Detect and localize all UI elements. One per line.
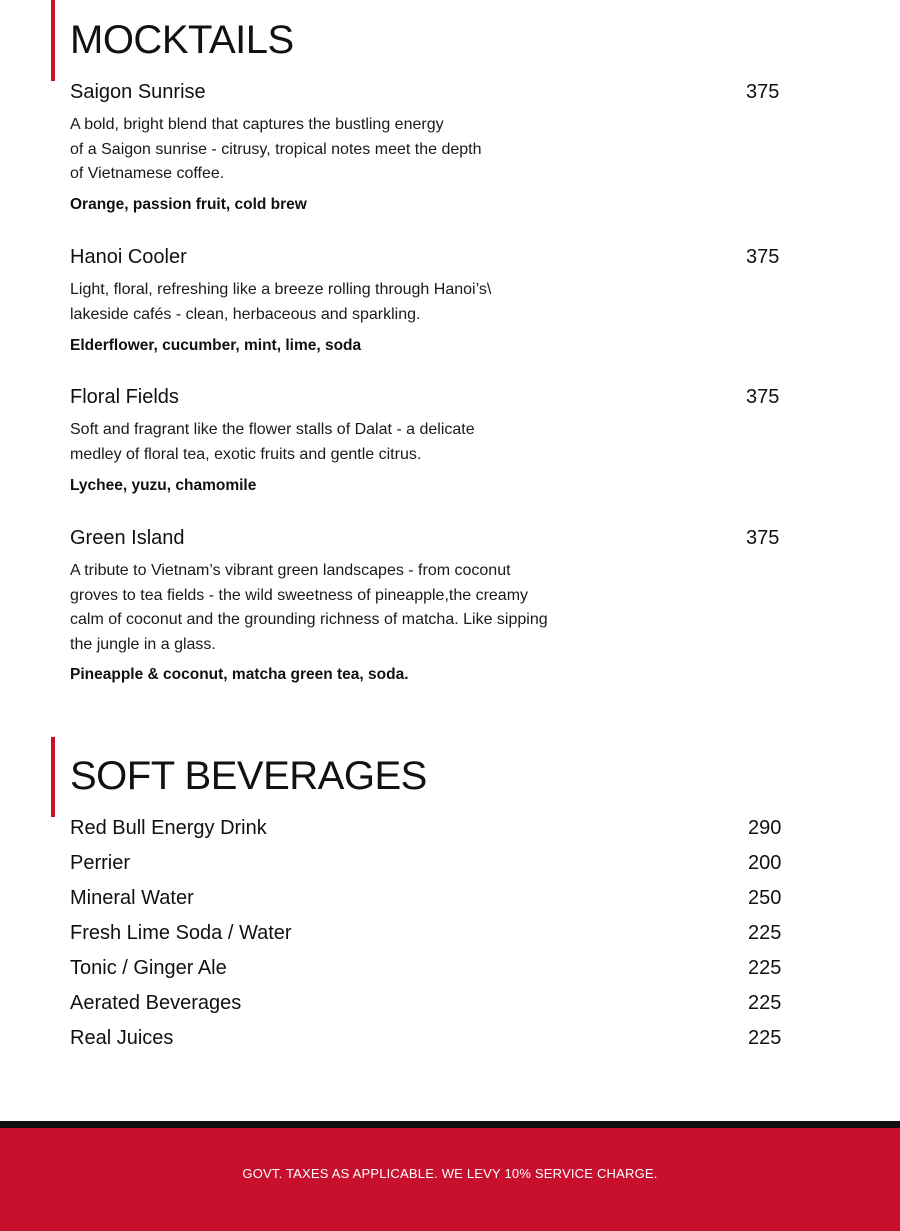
beverage-price: 225 xyxy=(748,1027,782,1049)
item-name: Green Island xyxy=(70,527,185,549)
description-line: A tribute to Vietnam’s vibrant green landscapes - from coconut xyxy=(70,562,511,579)
menu-item-saigon-sunrise xyxy=(70,80,850,220)
description-line: the jungle in a glass. xyxy=(70,635,216,653)
beverage-name: Real Juices xyxy=(70,1027,174,1049)
beverage-price: 225 xyxy=(748,922,782,944)
menu-item-floral-fields xyxy=(70,385,850,500)
description-line: of a Saigon sunrise - citrusy, tropical notes meet the depth xyxy=(70,140,482,158)
beverage-price: 290 xyxy=(748,817,782,839)
beverage-name: Aerated Beverages xyxy=(70,992,242,1014)
item-ingredients: Orange, passion fruit, cold brew xyxy=(70,196,307,213)
beverage-price: 225 xyxy=(748,957,782,979)
item-ingredients: Lychee, yuzu, chamomile xyxy=(70,477,257,494)
beverage-row xyxy=(70,850,790,878)
item-price: 375 xyxy=(746,527,780,549)
menu-item-hanoi-cooler xyxy=(70,245,850,360)
item-price: 375 xyxy=(746,386,780,408)
item-description xyxy=(70,559,640,657)
beverage-row xyxy=(70,990,790,1018)
beverage-price: 200 xyxy=(748,852,782,874)
beverage-row xyxy=(70,885,790,913)
beverage-price: 225 xyxy=(748,992,782,1014)
description-line: Soft and fragrant like the flower stalls of Dalat - a delicate xyxy=(70,421,475,438)
description-line: Light, floral, refreshing like a breeze rolling through Hanoi’s\ xyxy=(70,281,492,298)
item-price: 375 xyxy=(746,81,780,103)
beverage-name: Mineral Water xyxy=(70,887,194,909)
description-line: medley of floral tea, exotic fruits and gentle citrus. xyxy=(70,445,422,463)
description-line: calm of coconut and the grounding richness of matcha. Like sipping xyxy=(70,611,548,628)
description-line: groves to tea fields - the wild sweetness of pineapple,the creamy xyxy=(70,586,529,604)
item-name: Floral Fields xyxy=(70,386,179,408)
item-name: Saigon Sunrise xyxy=(70,81,206,103)
beverage-name: Red Bull Energy Drink xyxy=(70,817,267,839)
item-description xyxy=(70,113,640,187)
mocktails-heading: MOCKTAILS xyxy=(70,18,294,62)
item-price: 375 xyxy=(746,246,780,268)
description-line: A bold, bright blend that captures the bustling energy xyxy=(70,116,444,133)
item-ingredients: Pineapple & coconut, matcha green tea, soda. xyxy=(70,666,409,683)
footer-tax-note: GOVT. TAXES AS APPLICABLE. WE LEVY 10% SERVICE CHARGE. xyxy=(242,1166,658,1181)
description-line: of Vietnamese coffee. xyxy=(70,165,225,182)
beverage-row xyxy=(70,1025,790,1053)
mocktails-accent-bar xyxy=(51,0,55,81)
soft-beverages-heading: SOFT BEVERAGES xyxy=(70,754,427,798)
beverage-price: 250 xyxy=(748,887,782,909)
footer-banner xyxy=(0,1128,900,1231)
beverage-name: Perrier xyxy=(70,852,131,874)
item-description xyxy=(70,418,640,467)
item-name: Hanoi Cooler xyxy=(70,246,187,268)
beverage-name: Fresh Lime Soda / Water xyxy=(70,922,292,944)
beverage-name: Tonic / Ginger Ale xyxy=(70,957,227,979)
beverage-row xyxy=(70,920,790,948)
beverage-row xyxy=(70,815,790,843)
footer-divider xyxy=(0,1121,900,1128)
item-ingredients: Elderflower, cucumber, mint, lime, soda xyxy=(70,337,362,354)
description-line: lakeside cafés - clean, herbaceous and sparkling. xyxy=(70,305,421,323)
menu-item-green-island xyxy=(70,526,850,691)
item-description xyxy=(70,278,640,327)
beverage-row xyxy=(70,955,790,983)
soft-beverages-accent-bar xyxy=(51,737,55,817)
